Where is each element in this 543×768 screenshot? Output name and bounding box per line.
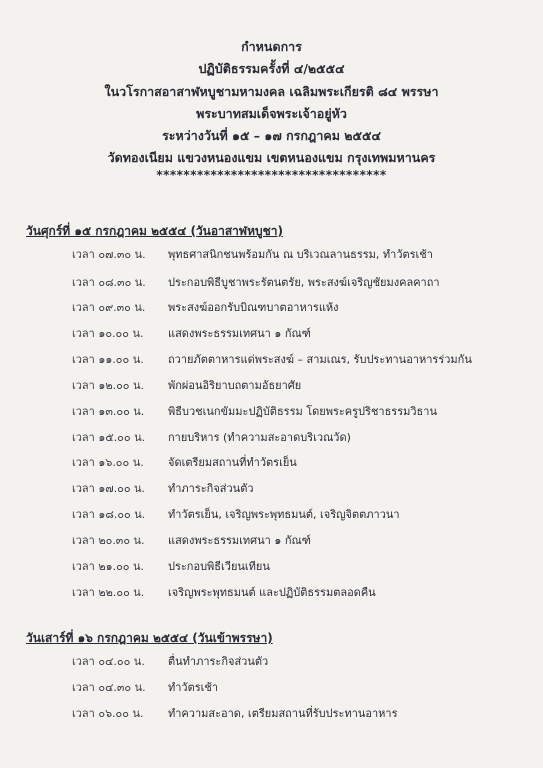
schedule-row <box>72 405 437 419</box>
schedule-row <box>72 586 376 600</box>
row-time: เวลา ๐๔.๓๐ น. <box>72 681 146 694</box>
row-activity: จัดเตรียมสถานที่ทำวัตรเย็น <box>168 456 297 469</box>
row-time: เวลา ๑๒.๐๐ น. <box>72 379 145 392</box>
row-activity: ทำวัตรเย็น, เจริญพระพุทธมนต์, เจริญจิตตภาวนา <box>168 508 400 521</box>
row-time: เวลา ๑๐.๐๐ น. <box>72 327 144 340</box>
row-activity: พุทธศาสนิกชนพร้อมกัน ณ บริเวณลานธรรม, ทำวัตรเช้า <box>168 248 433 261</box>
schedule-row <box>72 707 398 721</box>
schedule-row <box>72 276 440 290</box>
row-activity: ทำวัตรเช้า <box>168 681 219 694</box>
row-activity: กายบริหาร (ทำความสะอาดบริเวณวัด) <box>168 431 351 444</box>
row-time: เวลา ๑๗.๐๐ น. <box>72 482 146 495</box>
row-activity: ประกอบพิธีเวียนเทียน <box>168 560 270 573</box>
header-line-king: พระบาทสมเด็จพระเจ้าอยู่หัว <box>196 105 347 121</box>
schedule-row <box>72 353 472 367</box>
row-activity: พักผ่อนอิริยาบถตามอัธยาศัย <box>168 379 302 392</box>
row-activity: พระสงฆ์ออกรับบิณฑบาตอาหารแห้ง <box>168 301 339 314</box>
schedule-row <box>72 327 311 341</box>
schedule-row <box>72 508 400 522</box>
row-time: เวลา ๐๔.๐๐ น. <box>72 655 145 668</box>
row-activity: แสดงพระธรรมเทศนา ๑ กัณฑ์ <box>168 534 311 547</box>
document-header <box>0 36 543 183</box>
row-time: เวลา ๒๐.๓๐ น. <box>72 534 145 547</box>
row-activity: ทำความสะอาด, เตรียมสถานที่รับประทานอาหาร <box>168 707 398 720</box>
row-time: เวลา ๒๑.๐๐ น. <box>72 560 145 573</box>
row-time: เวลา ๑๑.๐๐ น. <box>72 353 144 366</box>
row-activity: เจริญพระพุทธมนต์ และปฏิบัติธรรมตลอดคืน <box>168 586 376 599</box>
row-time: เวลา ๑๘.๐๐ น. <box>72 508 146 521</box>
schedule-row <box>72 456 297 470</box>
row-activity: ตื่นทำภาระกิจส่วนตัว <box>168 655 269 668</box>
schedule-row <box>72 248 433 262</box>
row-activity: ถวายภัตตาหารแด่พระสงฆ์ – สามเณร, รับประทานอาหารร่วมกัน <box>168 353 472 366</box>
schedule-row <box>72 560 270 574</box>
row-time: เวลา ๐๘.๓๐ น. <box>72 276 146 289</box>
row-time: เวลา ๐๙.๓๐ น. <box>72 301 146 314</box>
day-heading-friday: วันศุกร์ที่ ๑๕ กรกฎาคม ๒๕๕๔ (วันอาสาฬหบูชา) <box>26 224 283 238</box>
row-time: เวลา ๑๓.๐๐ น. <box>72 405 145 418</box>
row-time: เวลา ๒๒.๐๐ น. <box>72 586 145 599</box>
header-line-occasion: ในวโรกาสอาสาฬหบูชามหามงคล เฉลิมพระเกียรติ ๘๔ พรรษา <box>104 83 439 99</box>
schedule-row <box>72 431 351 445</box>
header-line-venue: วัดทองเนียม แขวงหนองแขม เขตหนองแขม กรุงเทพมหานคร <box>107 150 436 166</box>
schedule-row <box>72 681 218 695</box>
row-time: เวลา ๑๕.๐๐ น. <box>72 431 146 444</box>
header-line-dates: ระหว่างวันที่ ๑๕ – ๑๗ กรกฎาคม ๒๕๕๔ <box>162 128 381 144</box>
schedule-row <box>72 534 311 548</box>
day-heading-saturday: วันเสาร์ที่ ๑๖ กรกฎาคม ๒๕๕๔ (วันเข้าพรรษา) <box>26 631 273 645</box>
schedule-row <box>72 379 301 393</box>
header-line-session: ปฏิบัติธรรมครั้งที่ ๔/๒๕๕๔ <box>198 61 345 77</box>
row-time: เวลา ๐๖.๐๐ น. <box>72 707 144 720</box>
row-activity: พิธีบวชเนกขัมมะปฏิบัติธรรม โดยพระครูปริชาธรรมวิธาน <box>168 405 437 418</box>
schedule-row <box>72 655 268 669</box>
row-activity: ประกอบพิธีบูชาพระรัตนตรัย, พระสงฆ์เจริญชัยมงคลคาถา <box>168 276 440 289</box>
row-time: เวลา ๐๗.๓๐ น. <box>72 248 146 261</box>
row-time: เวลา ๑๖.๐๐ น. <box>72 456 144 469</box>
schedule-row <box>72 301 339 315</box>
schedule-row <box>72 482 254 496</box>
row-activity: ทำภาระกิจส่วนตัว <box>168 482 254 495</box>
header-separator: ********************************** <box>156 167 387 182</box>
row-activity: แสดงพระธรรมเทศนา ๑ กัณฑ์ <box>168 327 311 340</box>
header-line-title: กำหนดการ <box>241 39 302 54</box>
